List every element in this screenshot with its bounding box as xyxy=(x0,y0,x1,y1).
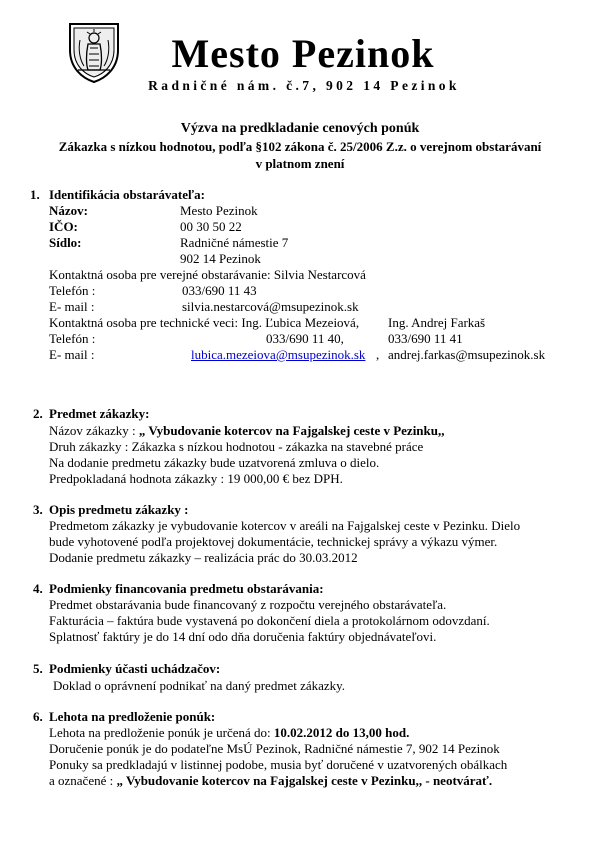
email-value: silvia.nestarcová@msupezinok.sk xyxy=(182,299,359,314)
section-heading: Podmienky financovania predmetu obstarávania: xyxy=(49,581,324,596)
contract-name-line xyxy=(49,423,445,439)
tech-contact-line: Kontaktná osoba pre technické veci: Ing. Ľubica Mezeiová, xyxy=(49,315,360,330)
section-heading: Opis predmetu zákazky : xyxy=(49,502,189,517)
seat-label: Sídlo: xyxy=(49,235,82,250)
contract-value-line: Predpokladaná hodnota zákazky : 19 000,00 € bez DPH. xyxy=(49,471,343,486)
name-label: Názov: xyxy=(49,203,88,218)
tech-phone-2: 033/690 11 41 xyxy=(388,331,463,346)
tech-contact-person-2: Ing. Andrej Farkaš xyxy=(388,315,486,330)
name-value: Mesto Pezinok xyxy=(180,203,258,218)
description-line: Dodanie predmetu zákazky – realizácia prác do 30.03.2012 xyxy=(49,550,358,565)
section-number: 2. xyxy=(33,406,43,421)
contract-name-label: Názov zákazky : xyxy=(49,423,139,438)
contract-name-value: „ Vybudovanie kotercov na Fajgalskej ceste v Pezinku,, xyxy=(138,423,445,438)
deadline-date: 10.02.2012 do 13,00 hod. xyxy=(273,725,410,740)
tech-email-2: andrej.farkas@msupezinok.sk xyxy=(388,347,546,362)
envelope-marking-line xyxy=(49,773,492,789)
section-number: 3. xyxy=(33,502,43,517)
ico-label: IČO: xyxy=(49,219,78,234)
deadline-line xyxy=(49,725,409,741)
delivery-line: Ponuky sa predkladajú v listinnej podobe, musia byť doručené v uzatvorených obálkach xyxy=(49,757,508,772)
document-subtitle-2: v platnom znení xyxy=(255,156,345,171)
description-line: Predmetom zákazky je vybudovanie kotercov v areáli na Fajgalskej ceste v Pezinku. Dielo xyxy=(49,518,521,533)
section-number: 6. xyxy=(33,709,43,724)
town-title: Mesto Pezinok xyxy=(171,31,435,76)
description-line: bude vyhotovené podľa projektovej dokumentácie, technickej správy a výkazu výmer. xyxy=(49,534,498,549)
section-heading: Identifikácia obstarávateľa: xyxy=(49,187,205,202)
financing-line: Splatnosť faktúry je do 14 dní odo dňa doručenia faktúry objednávateľovi. xyxy=(49,629,437,644)
section-number: 5. xyxy=(33,661,43,676)
financing-line: Predmet obstarávania bude financovaný z rozpočtu verejného obstarávateľa. xyxy=(49,597,447,612)
envelope-marking-prefix: a označené : xyxy=(49,773,117,788)
financing-line: Fakturácia – faktúra bude vystavená po dokončení diela a protokolárnom odovzdaní. xyxy=(49,613,490,628)
document-subtitle: Zákazka s nízkou hodnotou, podľa §102 zákona č. 25/2006 Z.z. o verejnom obstarávaní xyxy=(58,139,542,154)
contract-type-line: Druh zákazky : Zákazka s nízkou hodnotou - zákazka na stavebné práce xyxy=(49,439,424,454)
section-heading: Podmienky účasti uchádzačov: xyxy=(49,661,221,676)
contact-line: Kontaktná osoba pre verejné obstarávanie: Silvia Nestarcová xyxy=(49,267,366,282)
envelope-marking-text: „ Vybudovanie kotercov na Fajgalskej ceste v Pezinku,, - neotvárať. xyxy=(116,773,493,788)
deadline-prefix: Lehota na predloženie ponúk je určená do: xyxy=(49,725,274,740)
section-number: 4. xyxy=(33,581,43,596)
seat-value-2: 902 14 Pezinok xyxy=(180,251,261,266)
email-label: E- mail : xyxy=(49,299,95,314)
contract-agreement-line: Na dodanie predmetu zákazky bude uzatvorená zmluva o dielo. xyxy=(49,455,380,470)
section-heading: Lehota na predloženie ponúk: xyxy=(49,709,216,724)
tech-email-label: E- mail : xyxy=(49,347,95,362)
tech-email-separator: , xyxy=(376,347,380,362)
phone-value: 033/690 11 43 xyxy=(182,283,257,298)
document-title: Výzva na predkladanie cenových ponúk xyxy=(180,121,420,136)
ico-value: 00 30 50 22 xyxy=(180,219,242,234)
town-address: Radničné nám. č.7, 902 14 Pezinok xyxy=(148,78,460,93)
phone-label: Telefón : xyxy=(49,283,96,298)
participation-line: Doklad o oprávnení podnikať na daný predmet zákazky. xyxy=(53,678,346,693)
tech-phone-label: Telefón : xyxy=(49,331,96,346)
section-heading: Predmet zákazky: xyxy=(49,406,150,421)
tech-email-link-1[interactable]: lubica.mezeiova@msupezinok.sk xyxy=(191,347,366,362)
section-number: 1. xyxy=(30,187,40,202)
seat-value: Radničné námestie 7 xyxy=(180,235,289,250)
delivery-line: Doručenie ponúk je do podateľne MsÚ Pezinok, Radničné námestie 7, 902 14 Pezinok xyxy=(49,741,500,756)
tech-phone-1: 033/690 11 40, xyxy=(266,331,344,346)
